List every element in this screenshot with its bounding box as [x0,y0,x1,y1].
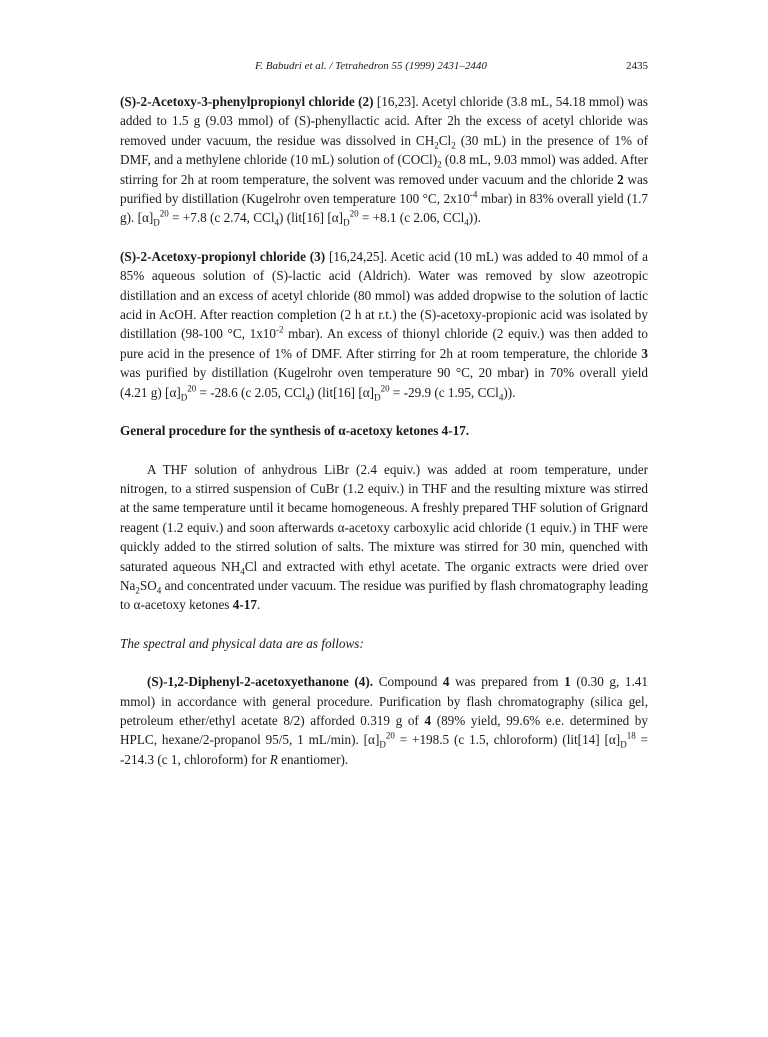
compound-ref: 4-17 [232,597,257,613]
compound-ref: 2 [617,171,624,187]
compound-ref: 4 [442,674,450,690]
running-head-citation: F. Babudri et al. / Tetrahedron 55 (1999) 2431–2440 [255,60,487,72]
paragraph-general-procedure: A THF solution of anhydrous LiBr (2.4 equiv.) was added at room temperature, under nitrogen, to a stirred suspension of CuBr (1.2 equiv.) in THF and the resulting mixture was stirred at the same temperature until it became homogeneous. A freshly prepared THF solution of Grignard reagent (1.2 equiv.) and soon afterwards α-acetoxy carboxylic acid chloride (1 equiv.) in THF were quickly added to the stirred solution of salts. The mixture was stirred for 30 min, quenched with saturated aqueous $NH_4Cl$ and extracted with ethyl acetate. The organic extracts were dried over $Na_2SO_4$ and concentrated under vacuum. The residue was purified by flash chromatography leading to α-acetoxy ketones 4-17. [120,461,649,613]
paragraph-compound-4: (S)-1,2-Diphenyl-2-acetoxyethanone (4). Compound 4 was prepared from 1 (0.30 g, 1.41 mmol) in accordance with general procedure. Purification by flash chromatography (silica gel, petroleum ether/ethyl acetate 8/2) afforded 0.319 g of 4 (89% yield, 99.6% e.e. determined by HPLC, hexane/2-propanol 95/5, 1 mL/min). $[\alpha]_D^{20} = +198.5$ (c 1.5, chloroform) (lit[14] $[\alpha]_D^{18} = -214.3$ (c 1, chloroform) for R enantiomer). [120,674,648,767]
paragraph-compound-3: (S)-2-Acetoxy-propionyl chloride (3) [16,24,25]. Acetic acid (10 mL) was added to 40 mmol of a 85% aqueous solution of (S)-lactic acid (Aldrich). Water was removed by slow azeotropic distillation and an excess of acetyl chloride (80 mmol) was added dropwise to the solution of lactic acid in AcOH. After reaction completion (2 h at r.t.) the (S)-acetoxy-propionic acid was isolated by distillation (98-100 °C, $1x10^{-2}$ mbar). An excess of thionyl chloride (2 equiv.) was then added to pure acid in the presence of 1% of DMF. After stirring for 2h at room temperature, the chloride 3 was purified by distillation (Kugelrohr oven temperature 90 °C, 20 mbar) in 70% overall yield (4.21 g) $[\alpha]_D^{20} = -28.6$ (c 2.05, CCl$_4$) (lit[16] $[\alpha]_D^{20} = -29.9$ (c 1.95, CCl$_4$)). [120,248,648,403]
page-number: 2435 [626,60,648,72]
compound-ref: 1 [564,674,571,690]
compound-name: (S)-1,2-Diphenyl-2-acetoxyethanone (4). [147,674,374,690]
compound-name: (S)-2-Acetoxy-propionyl chloride (3) [120,248,326,264]
compound-ref: 4 [424,712,432,728]
running-head [0,60,768,76]
article-body [120,92,648,788]
compound-name: (S)-2-Acetoxy-3-phenylpropionyl chloride (2) [120,94,374,109]
section-heading: General procedure for the synthesis of α-acetoxy ketones 4-17. [120,423,470,439]
data-intro-note: The spectral and physical data are as follows: [120,635,364,651]
compound-ref: 3 [641,345,648,361]
paragraph-compound-2: (S)-2-Acetoxy-3-phenylpropionyl chloride (2) [16,23]. Acetyl chloride (3.8 mL, 54.18 mmol) was added to 1.5 g (9.03 mmol) of (S)-phenyllactic acid. After 2h the excess of acetyl chloride was removed under vacuum, the residue was dissolved in $CH_2Cl_2$ (30 mL) in the presence of 1% of DMF, and a methylene chloride (10 mL) solution of $(COCl)_2$ (0.8 mL, 9.03 mmol) was added. After stirring for 2h at room temperature, the solvent was removed under vacuum and the chloride 2 was purified by distillation (Kugelrohr oven temperature 100 °C, $2x10^{-4}$ mbar) in 83% overall yield (1.7 g). $[\alpha]_D^{20} = +7.8$ (c 2.74, CCl$_4$) (lit[16] $[\alpha]_D^{20} = +8.1$ (c 2.06, CCl$_4$)). [120,94,649,229]
